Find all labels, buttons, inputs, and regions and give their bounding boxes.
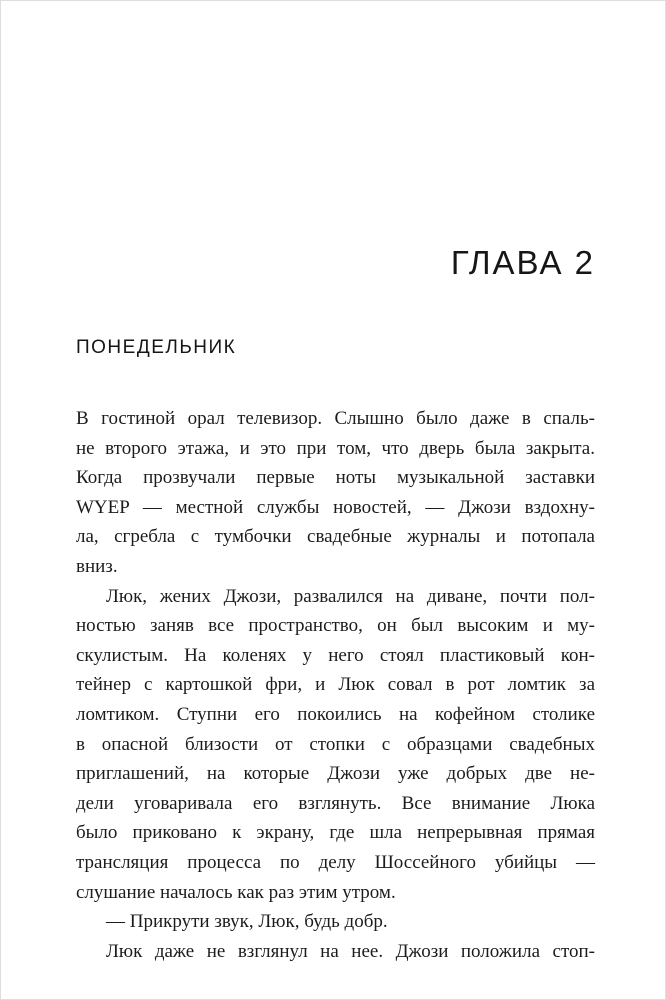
text-line: в опасной близости от стопки с образцами свадебных <box>76 733 595 755</box>
text-line: Люк даже не взглянул на нее. Джози положила стоп- <box>106 940 595 962</box>
text-line: не второго этажа, и это при том, что дверь была закрыта. <box>76 437 595 459</box>
text-line: тейнер с картошкой фри, и Люк совал в рот ломтик за <box>76 674 595 696</box>
text-line: трансляция процесса по делу Шоссейного убийцы — <box>76 851 595 873</box>
text-line: слушание началось как раз этим утром. <box>76 881 396 903</box>
text-line: скулистым. На коленях у него стоял пластиковый кон- <box>76 644 595 666</box>
section-heading: ПОНЕДЕЛЬНИК <box>76 337 237 358</box>
paragraph <box>76 907 595 937</box>
text-line: ностью заняв все пространство, он был высоким и му- <box>76 615 595 637</box>
text-line: — Прикрути звук, Люк, будь добр. <box>106 911 388 933</box>
page-content <box>1 1 665 966</box>
text-line: ломтиком. Ступни его покоились на кофейном столике <box>76 703 595 725</box>
text-line: ла, сгребла с тумбочки свадебные журналы и потопала <box>76 526 595 548</box>
chapter-title: ГЛАВА 2 <box>450 244 595 281</box>
text-line: В гостиной орал телевизор. Слышно было даже в спаль- <box>76 408 595 429</box>
body-text <box>76 404 595 966</box>
text-line: Когда прозвучали первые ноты музыкальной заставки <box>76 467 595 489</box>
paragraph <box>76 937 595 967</box>
text-line: приглашений, на которые Джози уже добрых две не- <box>76 763 595 785</box>
text-line: Люк, жених Джози, развалился на диване, почти пол- <box>106 585 595 607</box>
paragraph <box>76 582 595 908</box>
text-line: WYEP — местной службы новостей, — Джози вздохну- <box>76 496 595 518</box>
text-line: вниз. <box>76 555 118 577</box>
paragraph <box>76 404 595 582</box>
text-line: было приковано к экрану, где шла непрерывная прямая <box>76 822 595 844</box>
text-line: дели уговаривала его взглянуть. Все внимание Люка <box>76 792 595 814</box>
